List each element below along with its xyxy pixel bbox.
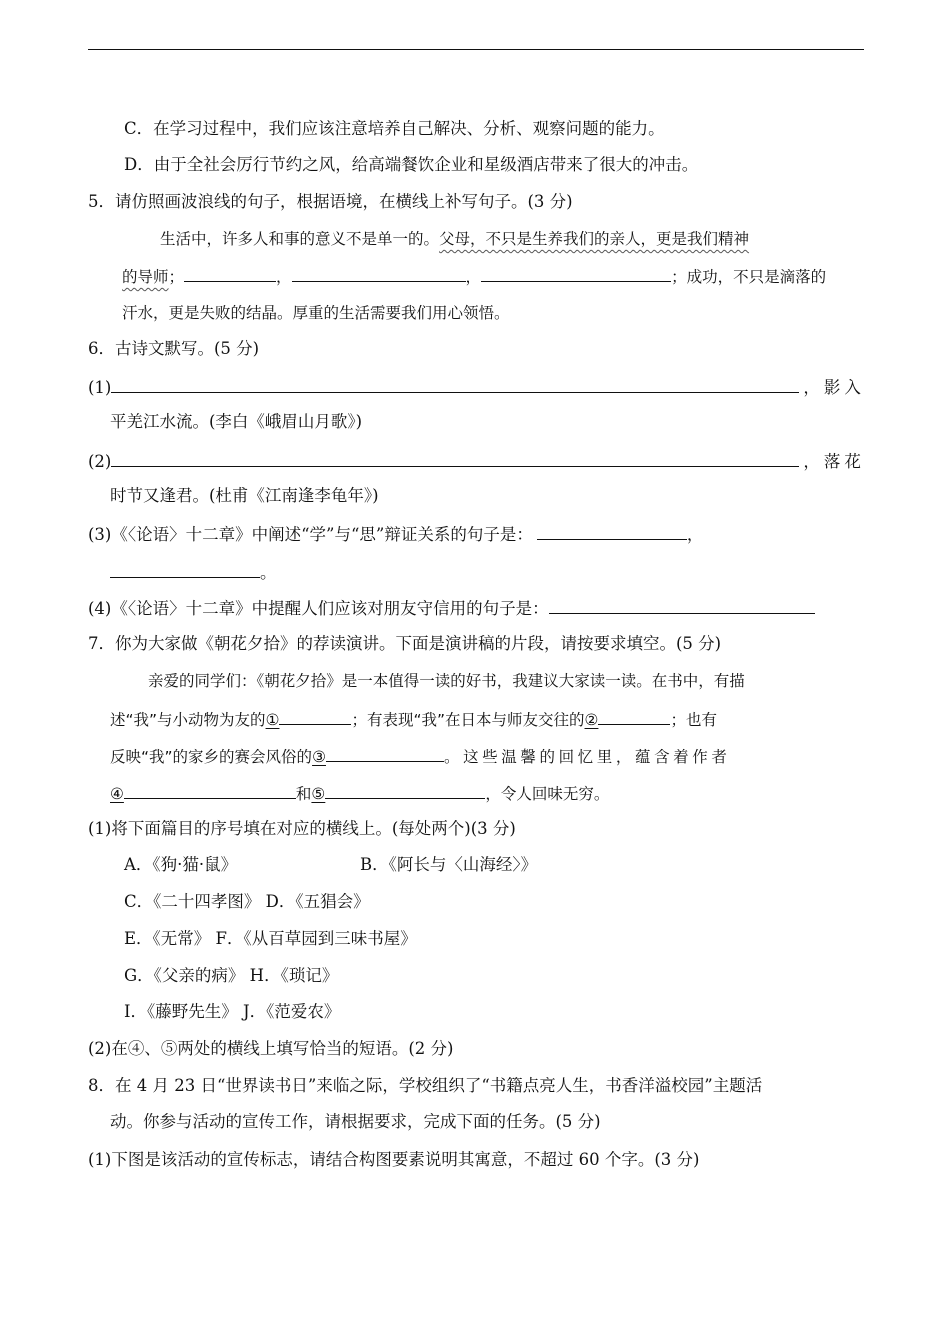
item-number: (2) (88, 452, 112, 471)
question-7-2: (2)在④、⑤两处的横线上填写恰当的短语。(2 分) (88, 1039, 454, 1058)
question-6-3 (88, 522, 703, 546)
punct: 。 (260, 563, 277, 582)
speech-blank-2[interactable] (598, 707, 670, 725)
answer-blank-3[interactable] (481, 264, 671, 282)
punct: ， (276, 268, 292, 286)
question-5-text-line2 (122, 264, 826, 288)
speech-text: 述“我”与小动物为友的 (110, 711, 266, 729)
question-6-4-text: (4)《〈论语〉十二章》中提醒人们应该对朋友守信用的句子是： (88, 599, 549, 618)
poem-blank-3a[interactable] (537, 522, 687, 540)
poem-blank-3b[interactable] (110, 560, 260, 578)
question-5-title: 5．请仿照画波浪线的句子，根据语境，在横线上补写句子。(3 分) (88, 192, 573, 211)
choices-row-3: E．《无常》 F．《从百草园到三味书屋》 (124, 929, 417, 948)
header-rule (88, 49, 864, 50)
question-6-2 (88, 449, 865, 473)
speech-text: ；有表现“我”在日本与师友交往的 (351, 711, 585, 729)
choices-row-4: G．《父亲的病》 H．《琐记》 (124, 966, 339, 985)
choice-b: B．《阿长与〈山海经〉》 (360, 855, 538, 874)
speech-text: ，令人回味无穷。 (485, 785, 610, 803)
item-number: (1) (88, 378, 112, 397)
question-6-3-line2 (110, 560, 277, 584)
punct: ， (686, 525, 704, 544)
speech-text: 和 (295, 785, 312, 803)
speech-line2 (110, 707, 717, 731)
question-6-1 (88, 375, 865, 399)
marker-5: ⑤ (311, 785, 326, 803)
choices-row-2: C．《二十四孝图》 D．《五猖会》 (124, 892, 370, 911)
question-6-3-text: (3)《〈论语〉十二章》中阐述“学”与“思”辩证关系的句子是： (88, 525, 533, 544)
question-6-1-source: 平羌江水流。(李白《峨眉山月歌》) (110, 412, 363, 431)
wavy-underlined-sentence-end: 的导师 (122, 268, 169, 286)
question-8-1: (1)下图是该活动的宣传标志，请结合构图要素说明其寓意，不超过 60 个字。(3 分) (88, 1150, 700, 1169)
question-5-text-line3: 汗水，更是失败的结晶。厚重的生活需要我们用心领悟。 (122, 304, 510, 322)
marker-1: ① (265, 711, 280, 729)
choice-a: A．《狗·猫·鼠》 (124, 855, 238, 874)
speech-text: 反映“我”的家乡的赛会风俗的 (110, 748, 313, 766)
question-6-2-source: 时节又逢君。(杜甫《江南逢李龟年》) (110, 486, 379, 505)
punct: ， (465, 268, 482, 286)
marker-4: ④ (110, 785, 124, 803)
answer-blank-1[interactable] (184, 264, 276, 282)
speech-text: ；也有 (670, 711, 717, 729)
question-7-1: (1)将下面篇目的序号填在对应的横线上。(每处两个)(3 分) (88, 819, 516, 838)
answer-blank-2[interactable] (292, 264, 466, 282)
choices-row-1 (124, 854, 538, 876)
speech-text: 。这些温馨的回忆里，蕴含着作者 (443, 748, 731, 766)
question-6-title: 6．古诗文默写。(5 分) (88, 339, 260, 358)
question-8-title: 8．在 4 月 23 日“世界读书日”来临之际，学校组织了“书籍点亮人生，书香洋溢校园”主题活 (88, 1076, 763, 1095)
poem-blank-1[interactable] (111, 375, 799, 393)
marker-3: ③ (312, 748, 326, 766)
marker-2: ② (584, 711, 599, 729)
question-7-title: 7．你为大家做《朝花夕拾》的荐读演讲。下面是演讲稿的片段，请按要求填空。(5 分) (88, 634, 722, 653)
speech-blank-1[interactable] (279, 707, 351, 725)
punct: ； (168, 268, 185, 286)
poem-blank-2[interactable] (111, 449, 799, 467)
speech-line4 (110, 781, 609, 805)
poem-blank-4[interactable] (549, 596, 815, 614)
question-5-text-line1 (160, 228, 749, 250)
speech-blank-3[interactable] (326, 744, 444, 762)
question-6-4 (88, 596, 815, 620)
speech-line3 (110, 744, 730, 768)
option-c: C．在学习过程中，我们应该注意培养自己解决、分析、观察问题的能力。 (124, 119, 665, 138)
speech-blank-4[interactable] (124, 781, 296, 799)
poem-tail: ，影入 (803, 378, 865, 397)
poem-tail: ，落花 (803, 452, 865, 471)
plain-sentence: 生活中，许多人和事的意义不是单一的。 (160, 230, 440, 248)
speech-line1: 亲爱的同学们：《朝花夕拾》是一本值得一读的好书，我建议大家读一读。在书中，有描 (148, 672, 745, 690)
text-tail: ；成功，不只是滴落的 (671, 268, 827, 286)
speech-blank-5[interactable] (325, 781, 485, 799)
question-8-title-line2: 动。你参与活动的宣传工作，请根据要求，完成下面的任务。(5 分) (110, 1112, 601, 1131)
choices-row-5: I．《藤野先生》 J．《范爱农》 (124, 1002, 341, 1021)
option-d: D．由于全社会厉行节约之风，给高端餐饮企业和星级酒店带来了很大的冲击。 (124, 155, 699, 174)
wavy-underlined-sentence: 父母，不只是生养我们的亲人，更是我们精神 (439, 230, 750, 248)
